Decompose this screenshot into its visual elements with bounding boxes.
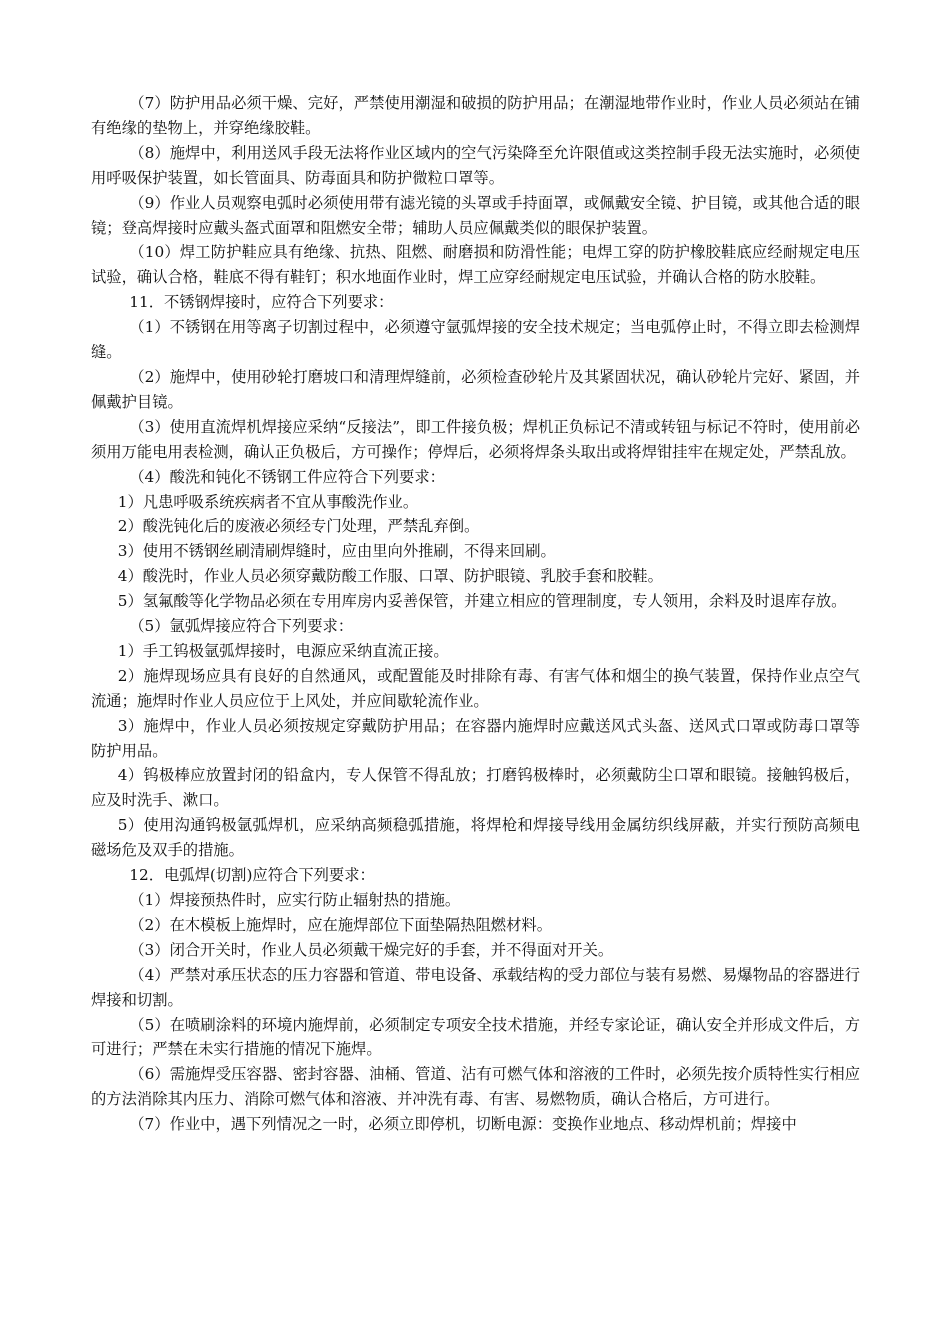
paragraph: （2）在木模板上施焊时，应在施焊部位下面垫隔热阻燃材料。: [129, 915, 552, 934]
paragraph: （10）焊工防护鞋应具有绝缘、抗热、阻燃、耐磨损和防滑性能；电焊工穿的防护橡胶鞋底应经耐规定电压试验，确认合格，鞋底不得有鞋钉；积水地面作业时，焊工应穿经耐规定电压试验，并确认合格的防水胶鞋。: [91, 243, 860, 287]
paragraph: （3）闭合开关时，作业人员必须戴干燥完好的手套，并不得面对开关。: [129, 940, 614, 959]
list-item: 3）施焊中，作业人员必须按规定穿戴防护用品；在容器内施焊时应戴送风式头盔、送风式口罩或防毒口罩等防护用品。: [91, 716, 860, 760]
paragraph: （8）施焊中，利用送风手段无法将作业区域内的空气污染降至允许限值或这类控制手段无法实施时，必须使用呼吸保护装置，如长管面具、防毒面具和防护微粒口罩等。: [91, 143, 860, 187]
list-item: 5）氢氟酸等化学物品必须在专用库房内妥善保管，并建立相应的管理制度，专人领用，余料及时退库存放。: [117, 592, 847, 611]
paragraph: （4）严禁对承压状态的压力容器和管道、带电设备、承载结构的受力部位与装有易燃、易爆物品的容器进行焊接和切割。: [91, 965, 860, 1009]
list-item: 4）钨极棒应放置封闭的铅盒内，专人保管不得乱放；打磨钨极棒时，必须戴防尘口罩和眼镜。接触钨极后，应及时洗手、漱口。: [91, 766, 860, 810]
paragraph: （1）焊接预热件时，应实行防止辐射热的措施。: [129, 891, 461, 909]
list-item: 2）酸洗钝化后的废液必须经专门处理，严禁乱弃倒。: [117, 517, 480, 536]
paragraph: （7）防护用品必须干燥、完好，严禁使用潮湿和破损的防护用品；在潮湿地带作业时，作业人员必须站在铺有绝缘的垫物上，并穿绝缘胶鞋。: [91, 94, 860, 137]
paragraph: （1）不锈钢在用等离子切割过程中，必须遵守氩弧焊接的安全技术规定；当电弧停止时，不得立即去检测焊缝。: [91, 318, 860, 362]
list-item: 1）凡患呼吸系统疾病者不宜从事酸洗作业。: [117, 492, 419, 511]
section-heading: 12．电弧焊(切割)应符合下列要求：: [129, 866, 375, 885]
paragraph: （6）需施焊受压容器、密封容器、油桶、管道、沾有可燃气体和溶液的工件时，必须先按介质特性实行相应的方法消除其内压力、消除可燃气体和溶液、并冲洗有毒、有害、易燃物质，确认合格后，方可进行。: [91, 1065, 860, 1109]
paragraph: （5）氩弧焊接应符合下列要求：: [129, 617, 354, 636]
list-item: 2）施焊现场应具有良好的自然通风，或配置能及时排除有毒、有害气体和烟尘的换气装置，保持作业点空气流通；施焊时作业人员应位于上风处，并应间歇轮流作业。: [91, 666, 860, 710]
paragraph: （7）作业中，遇下列情况之一时，必须立即停机，切断电源：变换作业地点、移动焊机前；焊接中: [129, 1115, 797, 1134]
paragraph: （9）作业人员观察电弧时必须使用带有滤光镜的头罩或手持面罩，或佩戴安全镜、护目镜，或其他合适的眼镜；登高焊接时应戴头盔式面罩和阻燃安全带；辅助人员应佩戴类似的眼保护装置。: [91, 193, 860, 237]
list-item: 1）手工钨极氩弧焊接时，电源应采纳直流正接。: [117, 641, 449, 660]
list-item: 5）使用沟通钨极氩弧焊机，应采纳高频稳弧措施，将焊枪和焊接导线用金属纺织线屏蔽，并实行预防高频电磁场危及双手的措施。: [91, 816, 860, 860]
section-heading: 11．不锈钢焊接时，应符合下列要求：: [129, 293, 394, 312]
paragraph: （5）在喷刷涂料的环境内施焊前，必须制定专项安全技术措施，并经专家论证，确认安全并形成文件后，方可进行；严禁在未实行措施的情况下施焊。: [91, 1015, 860, 1059]
list-item: 4）酸洗时，作业人员必须穿戴防酸工作服、口罩、防护眼镜、乳胶手套和胶鞋。: [117, 567, 663, 586]
paragraph: （3）使用直流焊机焊接应采纳“反接法”，即工件接负极；焊机正负标记不清或转钮与标记不符时，使用前必须用万能电用表检测，确认正负极后，方可操作；停焊后，必须将焊条头取出或将焊钳挂牢在规定处，严禁乱放。: [91, 417, 860, 461]
paragraph: （2）施焊中，使用砂轮打磨坡口和清理焊缝前，必须检查砂轮片及其紧固状况，确认砂轮片完好、紧固，并佩戴护目镜。: [91, 367, 860, 411]
list-item: 3）使用不锈钢丝刷清刷焊缝时，应由里向外推刷，不得来回刷。: [117, 542, 556, 561]
paragraph: （4）酸洗和钝化不锈钢工件应符合下列要求：: [129, 467, 445, 486]
